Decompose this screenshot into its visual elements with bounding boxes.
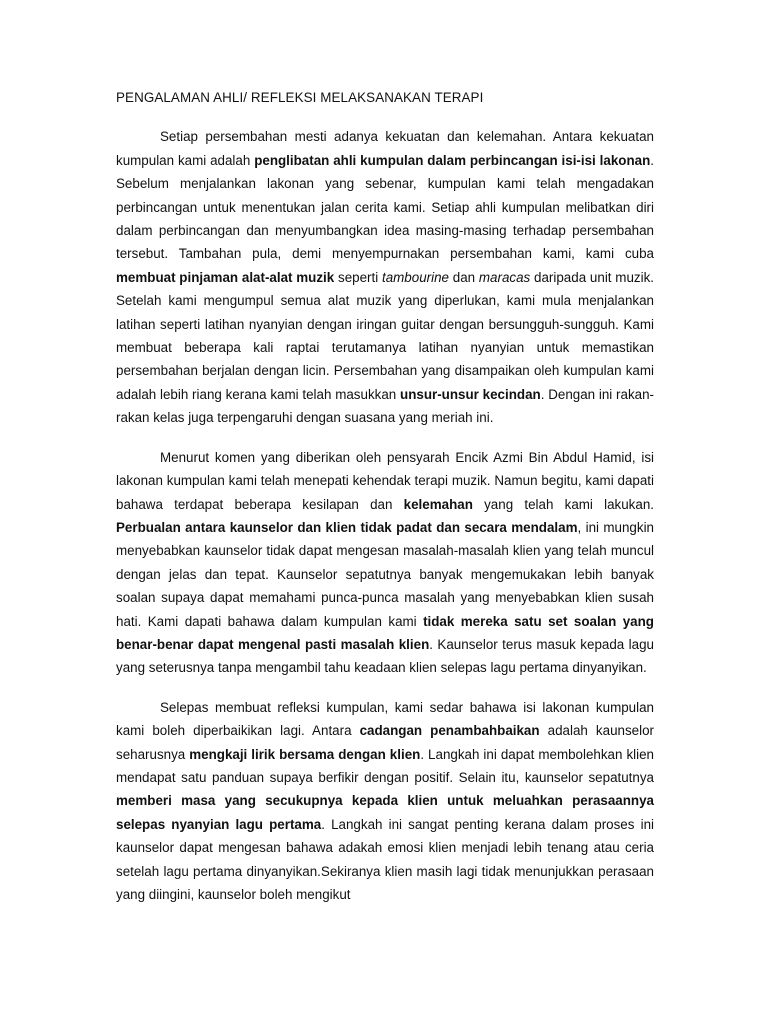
text-run: Menurut komen yang diberikan oleh pensyarah Encik Azmi Bin Abdul Hamid, isi lakonan kumpulan kami telah menepati kehendak terapi muzik. Namun begitu, kami dapati bahawa terdapat beberapa kesilapan dan — [116, 449, 654, 512]
document-page — [116, 86, 654, 922]
paragraph-weaknesses — [116, 446, 654, 680]
bold-phrase: mengkaji lirik bersama dengan klien — [189, 746, 421, 762]
text-run: . Sebelum menjalankan lakonan yang sebenar, kumpulan kami telah mengadakan perbincangan untuk menentukan jalan cerita kami. Setiap ahli kumpulan melibatkan diri dalam perbincangan dan menyumbangkan idea masing-masing terhadap persembahan tersebut. Tambahan pula, demi menyempurnakan persembahan kami, kami cuba — [116, 152, 654, 262]
text-run: , ini mungkin menyebabkan kaunselor tidak dapat mengesan masalah-masalah klien yang telah muncul dengan jelas dan tepat. Kaunselor sepatutnya banyak mengemukakan lebih banyak soalan supaya dapat memahami punca-punca masalah yang menyebabkan klien susah hati. Kami dapati bahawa dalam kumpulan kami — [116, 519, 654, 629]
text-run: Setiap persembahan mesti adanya kekuatan dan kelemahan. Antara kekuatan kumpulan kami adalah — [116, 129, 654, 168]
text-run: Selepas membuat refleksi kumpulan, kami sedar bahawa isi lakonan kumpulan kami boleh diperbaikikan lagi. Antara — [116, 699, 654, 739]
italic-term: tambourine — [381, 269, 449, 285]
text-run: yang telah kami lakukan. — [472, 496, 654, 512]
paragraph-improvements — [116, 696, 654, 907]
document-heading: PENGALAMAN AHLI/ REFLEKSI MELAKSANAKAN TERAPI — [116, 90, 484, 105]
text-run: seperti — [334, 269, 382, 285]
text-run: . Langkah ini dapat membolehkan klien mendapat satu panduan supaya berfikir dengan positif. Selain itu, kaunselor sepatutnya — [116, 746, 654, 785]
text-run: adalah kaunselor seharusnya — [116, 723, 654, 762]
italic-term: maracas — [478, 269, 531, 285]
bold-phrase: unsur-unsur kecindan — [400, 386, 541, 402]
text-run: . Langkah ini sangat penting kerana dalam proses ini kaunselor dapat mengesan bahawa adakah emosi klien menjadi lebih tenang atau ceria setelah lagu pertama dinyanyikan.Sekiranya klien masih lagi tidak menunjukkan perasaan yang diingini, kaunselor boleh mengikut — [116, 816, 654, 902]
bold-phrase: memberi masa yang secukupnya kepada klien untuk meluahkan perasaannya selepas nyanyian lagu pertama — [116, 793, 654, 832]
text-run: . Kaunselor terus masuk kepada lagu yang seterusnya tanpa mengambil tahu keadaan klien selepas lagu pertama dinyanyikan. — [116, 636, 654, 676]
bold-phrase: membuat pinjaman alat-alat muzik — [116, 269, 335, 285]
paragraph-strengths — [116, 125, 654, 429]
bold-phrase: cadangan penambahbaikan — [359, 723, 540, 739]
bold-phrase: Perbualan antara kaunselor dan klien tidak padat dan secara mendalam — [116, 519, 578, 535]
text-run: dan — [448, 269, 479, 285]
bold-phrase: penglibatan ahli kumpulan dalam perbincangan isi-isi lakonan — [254, 152, 651, 168]
text-run: . Dengan ini rakan-rakan kelas juga terpengaruhi dengan suasana yang meriah ini. — [116, 386, 655, 426]
text-run: daripada unit muzik. Setelah kami mengumpul semua alat muzik yang diperlukan, kami mula menjalankan latihan seperti latihan nyanyian dengan iringan guitar dengan bersungguh-sungguh. Kami membuat beberapa kali raptai terutamanya latihan nyanyian untuk memastikan persembahan berjalan dengan licin. Persembahan yang disampaikan oleh kumpulan kami adalah lebih riang kerana kami telah masukkan — [116, 269, 654, 402]
bold-phrase: kelemahan — [403, 496, 473, 512]
bold-phrase: tidak mereka satu set soalan yang benar-benar dapat mengenal pasti masalah klien — [116, 613, 654, 652]
